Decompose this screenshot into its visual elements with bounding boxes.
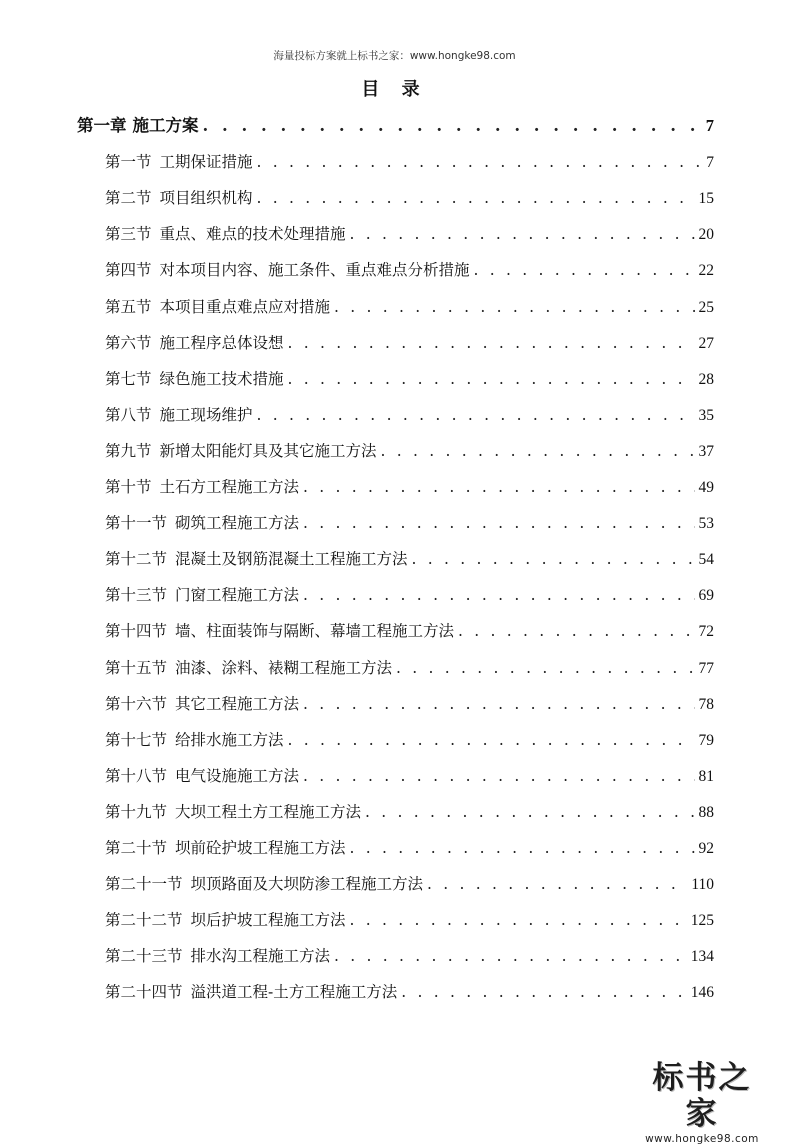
toc-entry-number: 第十四节 xyxy=(105,622,168,641)
toc-entry[interactable] xyxy=(105,547,714,571)
toc-dot-leader xyxy=(303,511,694,535)
toc-entry-title: 施工现场维护 xyxy=(159,405,253,424)
toc-entry-label xyxy=(105,258,470,282)
toc-entry-page: 79 xyxy=(698,731,714,749)
toc-entry-number: 第二十一节 xyxy=(105,875,183,894)
toc-entry-title: 门窗工程施工方法 xyxy=(175,586,300,605)
toc-entry-label xyxy=(105,511,299,535)
toc-entry-page: 7 xyxy=(706,154,714,172)
toc-entry-title: 施工方案 xyxy=(132,116,199,135)
toc-entry[interactable] xyxy=(105,980,714,1004)
toc-entry-page: 27 xyxy=(698,334,714,352)
toc-entry-label xyxy=(105,836,346,860)
toc-entry[interactable] xyxy=(105,692,714,716)
site-logo xyxy=(637,1060,767,1146)
toc-entry-page: 81 xyxy=(698,767,714,785)
toc-dot-leader xyxy=(365,800,694,824)
toc-entry-number: 第六节 xyxy=(105,333,152,352)
toc-entry-label xyxy=(105,980,397,1004)
toc-entry-number: 第十七节 xyxy=(105,730,168,749)
toc-title: 目 录 xyxy=(361,79,428,100)
toc-entry-title: 坝顶路面及大坝防渗工程施工方法 xyxy=(190,875,424,894)
toc-entry-page: 72 xyxy=(698,623,714,641)
toc-dot-leader xyxy=(288,367,695,391)
toc-entry-title: 其它工程施工方法 xyxy=(175,694,300,713)
toc-entry-title: 电气设施施工方法 xyxy=(175,766,300,785)
toc-entry-title: 施工程序总体设想 xyxy=(159,333,284,352)
toc-entry-page: 20 xyxy=(698,226,714,244)
toc-entry-label xyxy=(105,656,392,680)
toc-dot-leader xyxy=(474,258,695,282)
toc-dot-leader xyxy=(334,944,687,968)
toc-entry-number: 第十六节 xyxy=(105,694,168,713)
toc-entry-title: 油漆、涂料、裱糊工程施工方法 xyxy=(175,658,393,677)
toc-entry[interactable] xyxy=(105,764,714,788)
toc-entry-label xyxy=(105,872,423,896)
toc-dot-leader xyxy=(381,439,695,463)
toc-entry-title: 砌筑工程施工方法 xyxy=(175,514,300,533)
toc-entry-title: 排水沟工程施工方法 xyxy=(190,947,331,966)
toc-entry[interactable] xyxy=(105,836,714,860)
toc-entry[interactable] xyxy=(105,728,714,752)
toc-entry-label xyxy=(77,114,199,138)
toc-entry-number: 第五节 xyxy=(105,297,152,316)
toc-entry-number: 第二十四节 xyxy=(105,983,183,1002)
toc-entry-label xyxy=(105,944,330,968)
toc-dot-leader xyxy=(257,186,695,210)
toc-entry-page: 125 xyxy=(690,912,714,930)
toc-entry-page: 35 xyxy=(698,406,714,424)
toc-entry-title: 坝后护坡工程施工方法 xyxy=(190,911,346,930)
toc-dot-leader xyxy=(458,619,694,643)
toc-entry-label xyxy=(105,439,377,463)
toc-entry-label xyxy=(105,547,408,571)
toc-entry-number: 第十一节 xyxy=(105,514,168,533)
toc-dot-leader xyxy=(334,295,694,319)
toc-entry-label xyxy=(105,403,253,427)
toc-entry-page: 25 xyxy=(698,298,714,316)
toc-entry-label xyxy=(105,367,284,391)
toc-entry-number: 第一章 xyxy=(77,116,127,135)
toc-entry-title: 绿色施工技术措施 xyxy=(159,369,284,388)
toc-entry[interactable] xyxy=(105,800,714,824)
toc-entry-page: 78 xyxy=(698,695,714,713)
toc-entry-number: 第八节 xyxy=(105,405,152,424)
toc-entry-number: 第十节 xyxy=(105,478,152,496)
toc-entry[interactable] xyxy=(105,258,714,282)
toc-entry-label xyxy=(105,583,299,607)
toc-entry-number: 第二十二节 xyxy=(105,911,183,930)
toc-entry-page: 37 xyxy=(698,442,714,460)
toc-entry-label xyxy=(105,222,346,246)
toc-entry-title: 重点、难点的技术处理措施 xyxy=(159,225,346,244)
toc-entry-page: 69 xyxy=(698,587,714,605)
toc-entry-label xyxy=(105,908,346,932)
toc-entry-title: 对本项目内容、施工条件、重点难点分析措施 xyxy=(159,261,470,280)
toc-entry-title: 本项目重点难点应对措施 xyxy=(159,297,331,316)
toc-entry-label xyxy=(105,800,361,824)
toc-entry-page: 92 xyxy=(698,840,714,857)
toc-dot-leader xyxy=(303,583,694,607)
toc-entry-page: 110 xyxy=(691,876,714,894)
toc-entry-number: 第九节 xyxy=(105,441,152,460)
toc-entry-number: 第二十三节 xyxy=(105,947,183,966)
toc-dot-leader xyxy=(350,836,695,860)
toc-entry-page: 28 xyxy=(698,370,714,388)
toc-entry-label xyxy=(105,764,299,788)
toc-entry[interactable] xyxy=(105,331,714,355)
toc-entry-label xyxy=(105,475,299,499)
toc-entry-number: 第二节 xyxy=(105,189,152,208)
toc-entry-page: 88 xyxy=(698,803,714,821)
toc-entry-number: 第四节 xyxy=(105,261,152,280)
toc-entry[interactable] xyxy=(105,872,714,896)
toc-entry[interactable] xyxy=(105,150,714,174)
toc-dot-leader xyxy=(350,908,687,932)
toc-entry-page: 134 xyxy=(690,948,714,966)
toc-entry-number: 第十二节 xyxy=(105,550,168,569)
toc-entry-label xyxy=(105,150,253,174)
toc-dot-leader xyxy=(288,331,695,355)
toc-dot-leader xyxy=(350,222,695,246)
toc-dot-leader xyxy=(401,980,686,1004)
toc-entry-label xyxy=(105,692,299,716)
toc-entry[interactable] xyxy=(105,619,714,643)
toc-entry[interactable] xyxy=(105,475,714,499)
toc-entry-label xyxy=(105,331,284,355)
toc-entry-title: 溢洪道工程-土方工程施工方法 xyxy=(190,983,398,1002)
toc-entry-page: 146 xyxy=(690,984,714,1002)
toc-entry-title: 墙、柱面装饰与隔断、幕墙工程施工方法 xyxy=(175,622,455,641)
toc-entry-title: 坝前砼护坡工程施工方法 xyxy=(175,839,346,857)
toc-entry[interactable] xyxy=(105,295,714,319)
toc-dot-leader xyxy=(203,114,702,138)
toc-entry[interactable] xyxy=(105,511,714,535)
toc-dot-leader xyxy=(288,728,695,752)
toc-entry-page: 7 xyxy=(705,116,714,135)
toc-entry-label xyxy=(105,186,253,210)
toc-entry-page: 22 xyxy=(698,262,714,280)
toc-entry[interactable] xyxy=(105,583,714,607)
toc-entry-page: 77 xyxy=(698,659,714,677)
toc-dot-leader xyxy=(303,475,694,499)
toc-entry-number: 第三节 xyxy=(105,225,152,244)
toc-entry-page: 49 xyxy=(698,479,714,496)
toc-entry[interactable] xyxy=(105,186,714,210)
toc-dot-leader xyxy=(257,150,703,174)
toc-entry-label xyxy=(105,728,284,752)
toc-entry-number: 第十五节 xyxy=(105,658,168,677)
toc-dot-leader xyxy=(396,656,694,680)
toc-entry-label xyxy=(105,619,454,643)
toc-entry-number: 第十九节 xyxy=(105,802,168,821)
toc-dot-leader xyxy=(303,764,694,788)
toc-entry[interactable] xyxy=(105,403,714,427)
toc-entry[interactable] xyxy=(105,944,714,968)
toc-entry-title: 大坝工程土方工程施工方法 xyxy=(175,802,362,821)
toc-entry-title: 新增太阳能灯具及其它施工方法 xyxy=(159,441,377,460)
toc-entry-number: 第二十节 xyxy=(105,839,168,857)
toc-dot-leader xyxy=(257,403,695,427)
toc-entry[interactable] xyxy=(105,439,714,463)
toc-entry[interactable] xyxy=(105,367,714,391)
logo-url: www.hongke98.com xyxy=(645,1133,759,1145)
toc-entry[interactable] xyxy=(77,114,714,138)
toc-entry-title: 给排水施工方法 xyxy=(175,730,284,749)
toc-entry-number: 第十八节 xyxy=(105,766,168,785)
toc-entry-title: 土石方工程施工方法 xyxy=(159,478,300,496)
toc-entry-page: 54 xyxy=(698,551,714,569)
toc-entry[interactable] xyxy=(105,908,714,932)
toc-dot-leader xyxy=(303,692,694,716)
toc-entry-title: 工期保证措施 xyxy=(159,153,253,172)
toc-entry-page: 53 xyxy=(698,515,714,533)
toc-entry-title: 混凝土及钢筋混凝土工程施工方法 xyxy=(175,550,408,569)
toc-entry[interactable] xyxy=(105,222,714,246)
toc-dot-leader xyxy=(427,872,687,896)
header-note: 海量投标方案就上标书之家：www.hongke98.com xyxy=(273,50,516,62)
logo-text: 标书之家 xyxy=(652,1060,752,1132)
toc-dot-leader xyxy=(412,547,695,571)
toc-entry-number: 第一节 xyxy=(105,153,152,172)
toc-entry-number: 第七节 xyxy=(105,369,152,388)
toc-entry-page: 15 xyxy=(698,190,714,208)
toc-entry[interactable] xyxy=(105,656,714,680)
toc-entry-label xyxy=(105,295,330,319)
toc-entry-number: 第十三节 xyxy=(105,586,168,605)
toc-entry-title: 项目组织机构 xyxy=(159,189,253,208)
